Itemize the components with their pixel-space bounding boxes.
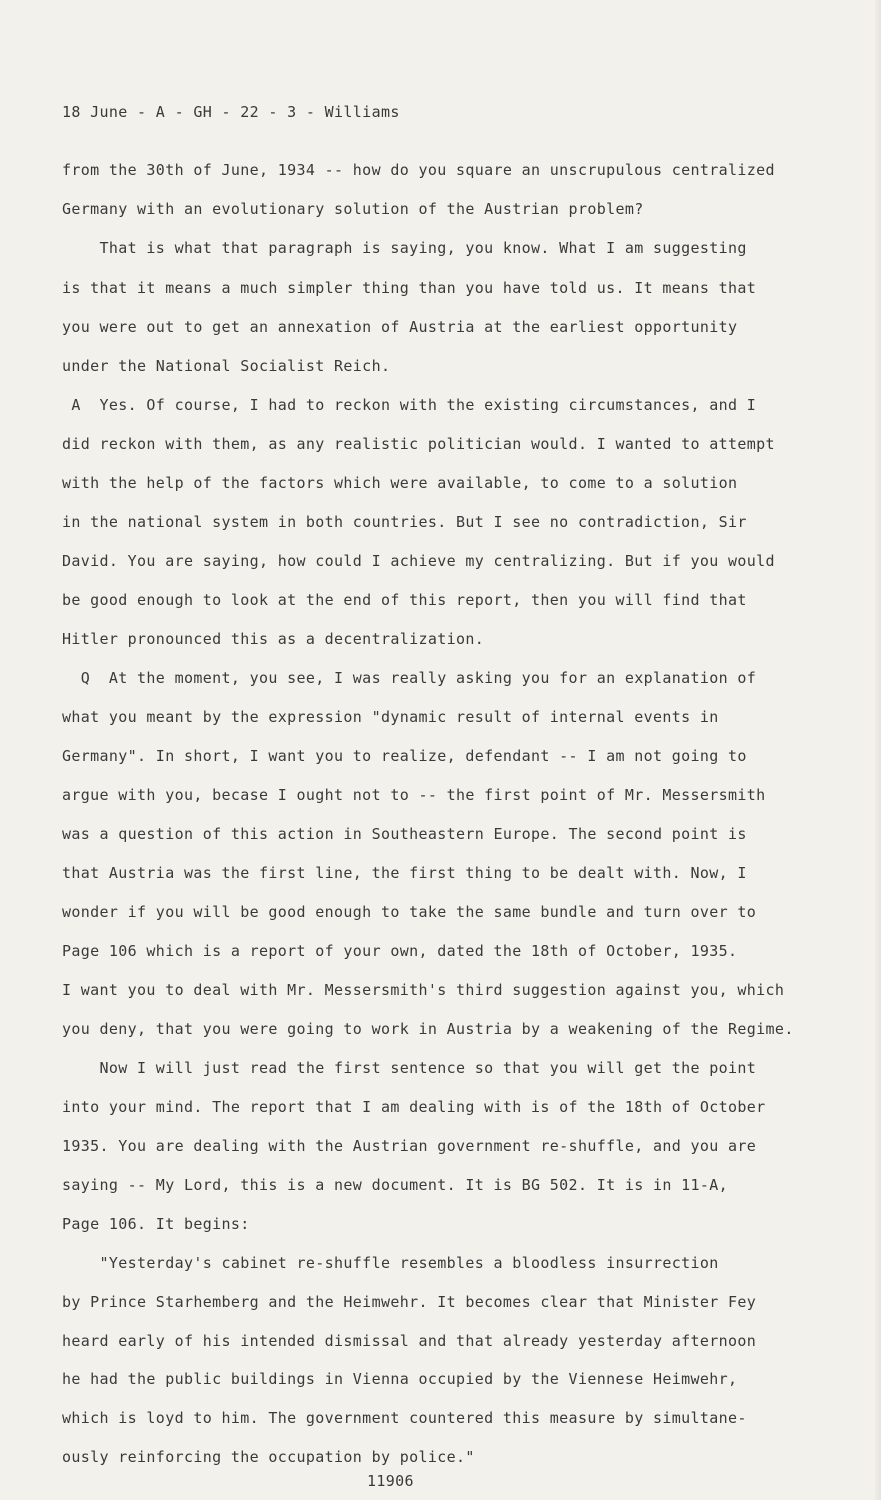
text-line: argue with you, becase I ought not to -- the first point of Mr. Messersmith (62, 786, 766, 804)
text-line: "Yesterday's cabinet re-shuffle resembles a bloodless insurrection (62, 1254, 719, 1272)
text-line: Now I will just read the first sentence so that you will get the point (62, 1059, 757, 1077)
text-line: was a question of this action in Southeastern Europe. The second point is (62, 825, 747, 843)
text-line: under the National Socialist Reich. (62, 357, 391, 375)
text-line: which is loyd to him. The government countered this measure by simultane- (62, 1409, 747, 1427)
text-line: That is what that paragraph is saying, you know. What I am suggesting (62, 239, 747, 257)
text-line: be good enough to look at the end of this report, then you will find that (62, 591, 747, 609)
text-line: did reckon with them, as any realistic politician would. I wanted to attempt (62, 435, 775, 453)
text-line: A Yes. Of course, I had to reckon with the existing circumstances, and I (62, 396, 757, 414)
text-line: into your mind. The report that I am dealing with is of the 18th of October (62, 1098, 766, 1116)
text-line: what you meant by the expression "dynamic result of internal events in (62, 708, 719, 726)
text-line: 1935. You are dealing with the Austrian government re-shuffle, and you are (62, 1137, 757, 1155)
text-line: wonder if you will be good enough to take the same bundle and turn over to (62, 903, 757, 921)
text-line: you were out to get an annexation of Austria at the earliest opportunity (62, 318, 738, 336)
text-line: Page 106. It begins: (62, 1215, 250, 1233)
text-line: Page 106 which is a report of your own, dated the 18th of October, 1935. (62, 942, 738, 960)
text-line: in the national system in both countries. But I see no contradiction, Sir (62, 513, 747, 531)
text-line: Germany". In short, I want you to realize, defendant -- I am not going to (62, 747, 747, 765)
page-edge (875, 0, 881, 1500)
text-line: he had the public buildings in Vienna occupied by the Viennese Heimwehr, (62, 1370, 738, 1388)
text-line: Germany with an evolutionary solution of the Austrian problem? (62, 200, 644, 218)
text-line: that Austria was the first line, the first thing to be dealt with. Now, I (62, 864, 747, 882)
text-line: Q At the moment, you see, I was really asking you for an explanation of (62, 669, 757, 687)
text-line: saying -- My Lord, this is a new document. It is BG 502. It is in 11-A, (62, 1176, 729, 1194)
text-line: heard early of his intended dismissal and that already yesterday afternoon (62, 1332, 757, 1350)
page-number: 11906 (367, 1472, 414, 1490)
text-line: by Prince Starhemberg and the Heimwehr. It becomes clear that Minister Fey (62, 1293, 757, 1311)
text-line: is that it means a much simpler thing than you have told us. It means that (62, 279, 757, 297)
text-line: I want you to deal with Mr. Messersmith's third suggestion against you, which (62, 981, 785, 999)
text-line: ously reinforcing the occupation by police." (62, 1448, 475, 1466)
text-line: you deny, that you were going to work in Austria by a weakening of the Regime. (62, 1020, 794, 1038)
text-line: David. You are saying, how could I achieve my centralizing. But if you would (62, 552, 775, 570)
text-line: with the help of the factors which were available, to come to a solution (62, 474, 738, 492)
text-line: Hitler pronounced this as a decentralization. (62, 630, 485, 648)
page-header: 18 June - A - GH - 22 - 3 - Williams (62, 103, 400, 121)
text-line: from the 30th of June, 1934 -- how do you square an unscrupulous centralized (62, 161, 775, 179)
